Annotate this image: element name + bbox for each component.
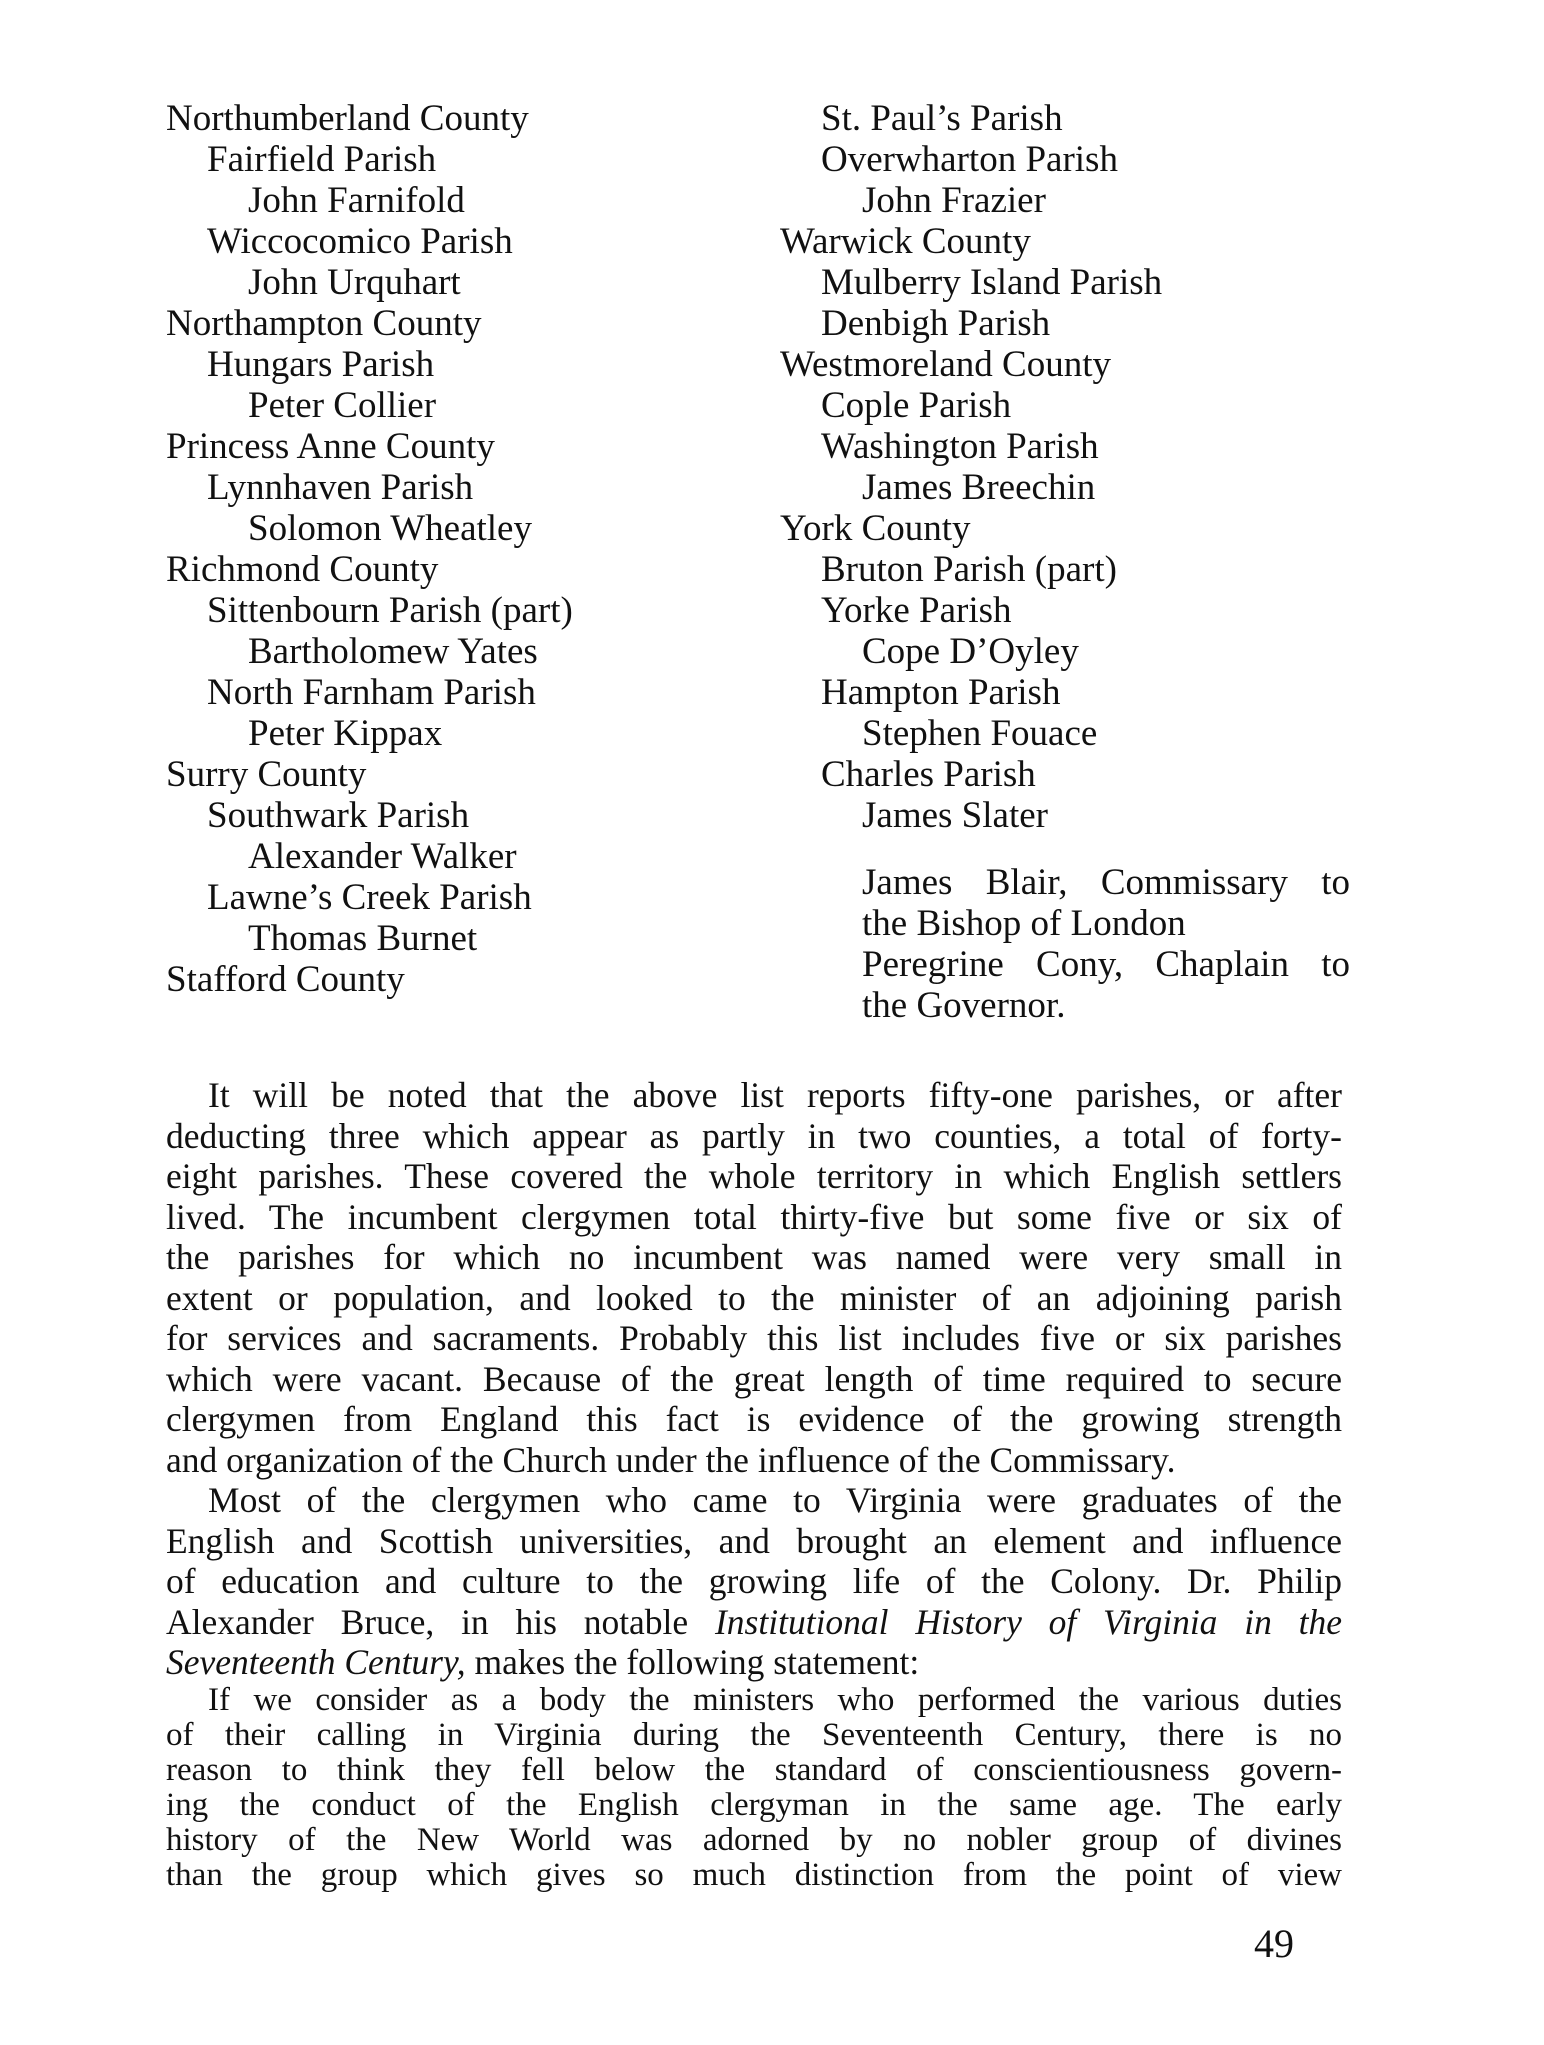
book-title: Institutional History of Virginia in the <box>714 1601 1342 1642</box>
clergyman-name: Solomon Wheatley <box>248 508 532 549</box>
parish-name: Charles Parish <box>821 754 1036 795</box>
text-line: It will be noted that the above list reports fifty-one parishes, or after <box>208 1075 1342 1115</box>
book-title: Seventeenth Century, <box>166 1642 466 1682</box>
parish-list-right-column <box>780 98 1350 1026</box>
signatory-line: the Governor. <box>862 985 1066 1026</box>
text-line: for services and sacraments. Probably this list includes five or six parishes <box>166 1318 1342 1358</box>
text-line <box>166 1642 1342 1683</box>
clergyman-name: Thomas Burnet <box>248 918 478 959</box>
signatory-line: Peregrine Cony, Chaplain to <box>862 944 1350 985</box>
list-spacer <box>780 836 1350 862</box>
parish-name: Cople Parish <box>821 385 1012 426</box>
block-quote <box>166 1683 1342 1893</box>
clergyman-name: John Farnifold <box>248 180 465 221</box>
quote-line: than the group which gives so much distinction from the point of view <box>166 1856 1342 1893</box>
signatory-line: the Bishop of London <box>862 903 1186 944</box>
parish-name: St. Paul’s Parish <box>821 98 1063 139</box>
county-heading: Richmond County <box>166 549 439 590</box>
clergyman-name: Peter Kippax <box>248 713 443 754</box>
parish-name: Hampton Parish <box>821 672 1061 713</box>
text-line: which were vacant. Because of the great length of time required to secure <box>166 1358 1342 1399</box>
county-heading: York County <box>780 508 971 549</box>
text-line: Most of the clergymen who came to Virginia were graduates of the <box>208 1480 1342 1520</box>
parish-list-left-column <box>166 98 766 1000</box>
text-line: English and Scottish universities, and brought an element and influence <box>166 1520 1342 1561</box>
county-heading: Northampton County <box>166 303 482 344</box>
clergyman-name: Peter Collier <box>248 385 437 426</box>
text-fragment: Alexander Bruce, in his notable <box>166 1601 715 1642</box>
signatories-block <box>780 862 1350 1026</box>
paragraph-clergy-education <box>166 1480 1342 1683</box>
clergyman-name: Stephen Fouace <box>862 713 1098 754</box>
signatory-line: James Blair, Commissary to <box>862 862 1350 903</box>
parish-name: Bruton Parish (part) <box>821 549 1117 590</box>
text-line <box>166 1602 1342 1643</box>
text-line: and organization of the Church under the influence of the Commissary. <box>166 1439 1176 1480</box>
parish-name: Yorke Parish <box>821 590 1012 631</box>
county-heading: Warwick County <box>780 221 1031 262</box>
county-heading: Westmoreland County <box>780 344 1111 385</box>
text-line: extent or population, and looked to the minister of an adjoining parish <box>166 1277 1342 1318</box>
clergyman-name: Cope D’Oyley <box>862 631 1079 672</box>
parish-name: North Farnham Parish <box>207 672 536 713</box>
parish-name: Lawne’s Creek Parish <box>207 877 532 918</box>
quote-line: history of the New World was adorned by no nobler group of divines <box>166 1821 1342 1858</box>
quote-line: If we consider as a body the ministers who performed the various duties <box>208 1681 1342 1718</box>
county-heading: Surry County <box>166 754 367 795</box>
clergyman-name: James Slater <box>862 795 1048 836</box>
text-line: deducting three which appear as partly in two counties, a total of forty- <box>166 1115 1342 1156</box>
county-heading: Northumberland County <box>166 98 529 139</box>
clergyman-name: Bartholomew Yates <box>248 631 538 672</box>
clergyman-name: John Urquhart <box>248 262 461 303</box>
text-line: the parishes for which no incumbent was named were very small in <box>166 1237 1342 1277</box>
text-fragment: makes the following statement: <box>465 1642 920 1682</box>
text-line: eight parishes. These covered the whole territory in which English settlers <box>166 1156 1342 1196</box>
parish-name: Hungars Parish <box>207 344 435 385</box>
clergyman-name: John Frazier <box>862 180 1046 221</box>
parish-name: Washington Parish <box>821 426 1099 467</box>
quote-line: reason to think they fell below the standard of conscientiousness govern- <box>166 1751 1342 1788</box>
text-line: lived. The incumbent clergymen total thirty-five but some five or six of <box>166 1196 1342 1237</box>
parish-name: Sittenbourn Parish (part) <box>207 590 573 631</box>
parish-name: Lynnhaven Parish <box>207 467 474 508</box>
page-number: 49 <box>1254 1921 1294 1966</box>
county-heading: Princess Anne County <box>166 426 495 467</box>
quote-line: ing the conduct of the English clergyman in the same age. The early <box>166 1786 1342 1823</box>
parish-name: Fairfield Parish <box>207 139 437 180</box>
body-text <box>166 1075 1342 1893</box>
text-line: clergymen from England this fact is evidence of the growing strength <box>166 1399 1342 1439</box>
clergyman-name: Alexander Walker <box>248 836 517 877</box>
parish-name: Overwharton Parish <box>821 139 1118 180</box>
parish-name: Denbigh Parish <box>821 303 1051 344</box>
paragraph-parish-count <box>166 1075 1342 1480</box>
county-heading: Stafford County <box>166 959 405 1000</box>
parish-name: Wiccocomico Parish <box>207 221 513 262</box>
quote-line: of their calling in Virginia during the Seventeenth Century, there is no <box>166 1716 1342 1753</box>
text-line: of education and culture to the growing life of the Colony. Dr. Philip <box>166 1561 1342 1601</box>
parish-name: Southwark Parish <box>207 795 470 836</box>
parish-name: Mulberry Island Parish <box>821 262 1163 303</box>
clergyman-name: James Breechin <box>862 467 1096 508</box>
